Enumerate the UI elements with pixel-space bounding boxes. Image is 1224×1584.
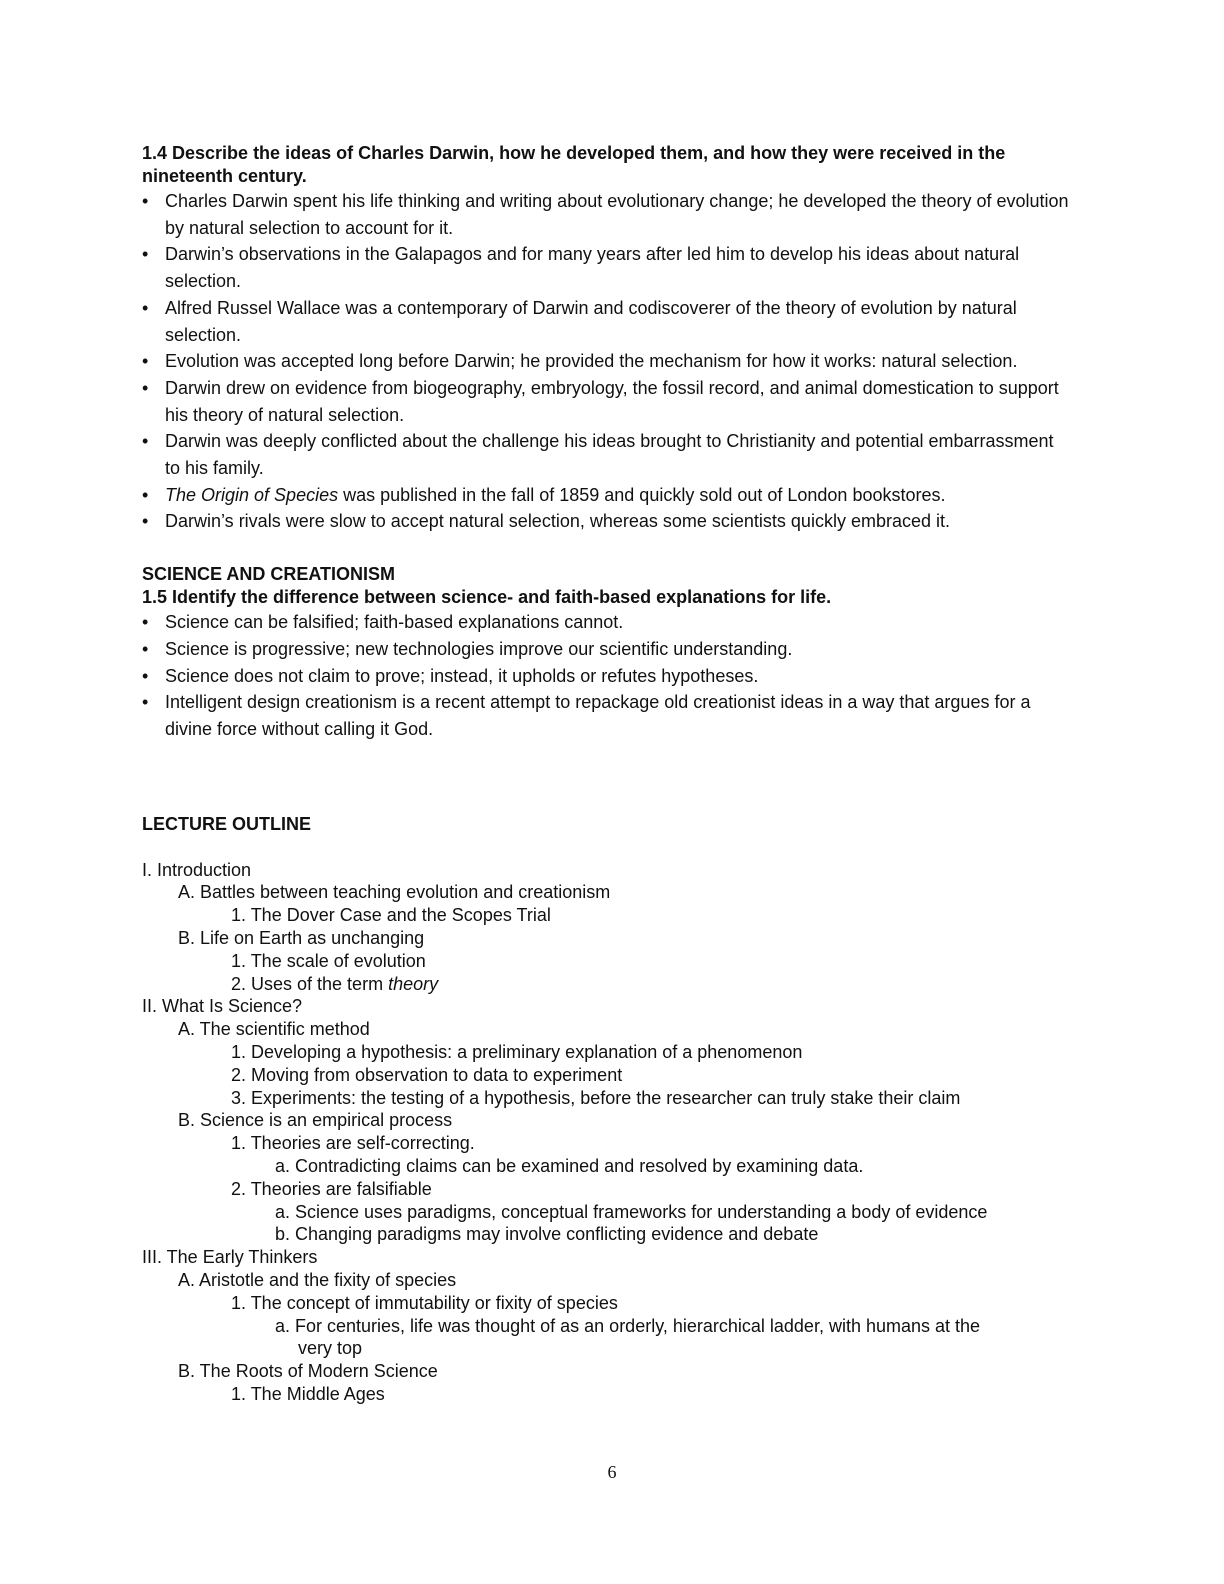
outline-item: I. Introduction	[142, 859, 252, 880]
outline-item: B. Science is an empirical process	[178, 1110, 453, 1131]
bullet-item: • Darwin’s rivals were slow to accept natural selection, whereas some scientists quickly embraced it.	[142, 508, 1072, 535]
page-number: 6	[607, 1462, 617, 1482]
bullet-item: • Darwin’s observations in the Galapagos and for many years after led him to develop his ideas about natural selection.	[142, 241, 1072, 294]
outline-list	[142, 859, 1072, 1406]
outline-item: II. What Is Science?	[142, 996, 303, 1017]
outline-item: 1. The Dover Case and the Scopes Trial	[231, 905, 551, 926]
outline-item: a. Contradicting claims can be examined and resolved by examining data.	[275, 1156, 864, 1177]
outline-item: 1. The scale of evolution	[231, 950, 426, 971]
outline-text-continuation: very top	[298, 1338, 363, 1359]
lecture-outline	[142, 813, 1072, 1406]
section-1-4-bullet-list	[142, 188, 1072, 535]
bullet-item: • Darwin was deeply conflicted about the challenge his ideas brought to Christianity and potential embarrassment to his family.	[142, 428, 1072, 481]
bullet-item: • Science does not claim to prove; instead, it upholds or refutes hypotheses.	[142, 663, 1072, 690]
bullet-item: • Charles Darwin spent his life thinking and writing about evolutionary change; he developed the theory of evolution by natural selection to account for it.	[142, 188, 1072, 241]
outline-italic-term: theory	[388, 973, 439, 994]
section-1-4-heading: 1.4 Describe the ideas of Charles Darwin, how he developed them, and how they were received in the nineteenth century.	[142, 143, 1006, 186]
outline-item	[142, 973, 1072, 996]
bullet-item: • Science is progressive; new technologies improve our scientific understanding.	[142, 636, 1072, 663]
outline-item: b. Changing paradigms may involve conflicting evidence and debate	[275, 1224, 819, 1245]
outline-item: A. The scientific method	[178, 1019, 370, 1040]
book-title: The Origin of Species	[165, 484, 339, 505]
outline-item: B. Life on Earth as unchanging	[178, 928, 425, 949]
bullet-item: • Darwin drew on evidence from biogeography, embryology, the fossil record, and animal domestication to support his theory of natural selection.	[142, 375, 1072, 428]
outline-item: 1. Theories are self-correcting.	[231, 1133, 475, 1154]
section-1-4	[142, 142, 1072, 535]
outline-item: a. Science uses paradigms, conceptual frameworks for understanding a body of evidence	[275, 1201, 988, 1222]
outline-item: 3. Experiments: the testing of a hypothesis, before the researcher can truly stake their claim	[231, 1087, 961, 1108]
outline-item: A. Aristotle and the fixity of species	[178, 1270, 457, 1290]
bullet-text: was published in the fall of 1859 and quickly sold out of London bookstores.	[338, 484, 946, 505]
outline-text: a. For centuries, life was thought of as an orderly, hierarchical ladder, with humans at the	[275, 1315, 981, 1336]
bullet-item: • Alfred Russel Wallace was a contemporary of Darwin and codiscoverer of the theory of evolution by natural selection.	[142, 295, 1072, 348]
outline-item: 1. The Middle Ages	[231, 1383, 385, 1404]
section-title: SCIENCE AND CREATIONISM	[142, 564, 396, 585]
outline-item: B. The Roots of Modern Science	[178, 1361, 438, 1382]
section-1-5-heading: 1.5 Identify the difference between science- and faith-based explanations for life.	[142, 587, 832, 608]
bullet-item: • Intelligent design creationism is a recent attempt to repackage old creationist ideas in a way that argues for a divine force without calling it God.	[142, 689, 1072, 742]
outline-item: A. Battles between teaching evolution and creationism	[178, 882, 611, 903]
section-science-creationism	[142, 563, 1072, 743]
outline-text: 2. Uses of the term	[231, 973, 389, 994]
outline-item: 2. Moving from observation to data to experiment	[231, 1064, 623, 1085]
page-content	[142, 142, 1072, 1406]
bullet-item-origin	[142, 482, 1072, 509]
outline-item-wrapped	[142, 1315, 1072, 1361]
outline-item: 1. Developing a hypothesis: a preliminary explanation of a phenomenon	[231, 1042, 803, 1063]
lecture-outline-title: LECTURE OUTLINE	[142, 813, 311, 834]
bullet-item: • Science can be falsified; faith-based explanations cannot.	[142, 609, 1072, 636]
outline-item: 2. Theories are falsifiable	[231, 1178, 432, 1199]
bullet-item: • Evolution was accepted long before Darwin; he provided the mechanism for how it works: natural selection.	[142, 348, 1072, 375]
section-1-5-bullet-list	[142, 609, 1072, 743]
outline-item: III. The Early Thinkers	[142, 1247, 318, 1268]
outline-item: 1. The concept of immutability or fixity of species	[231, 1292, 618, 1313]
